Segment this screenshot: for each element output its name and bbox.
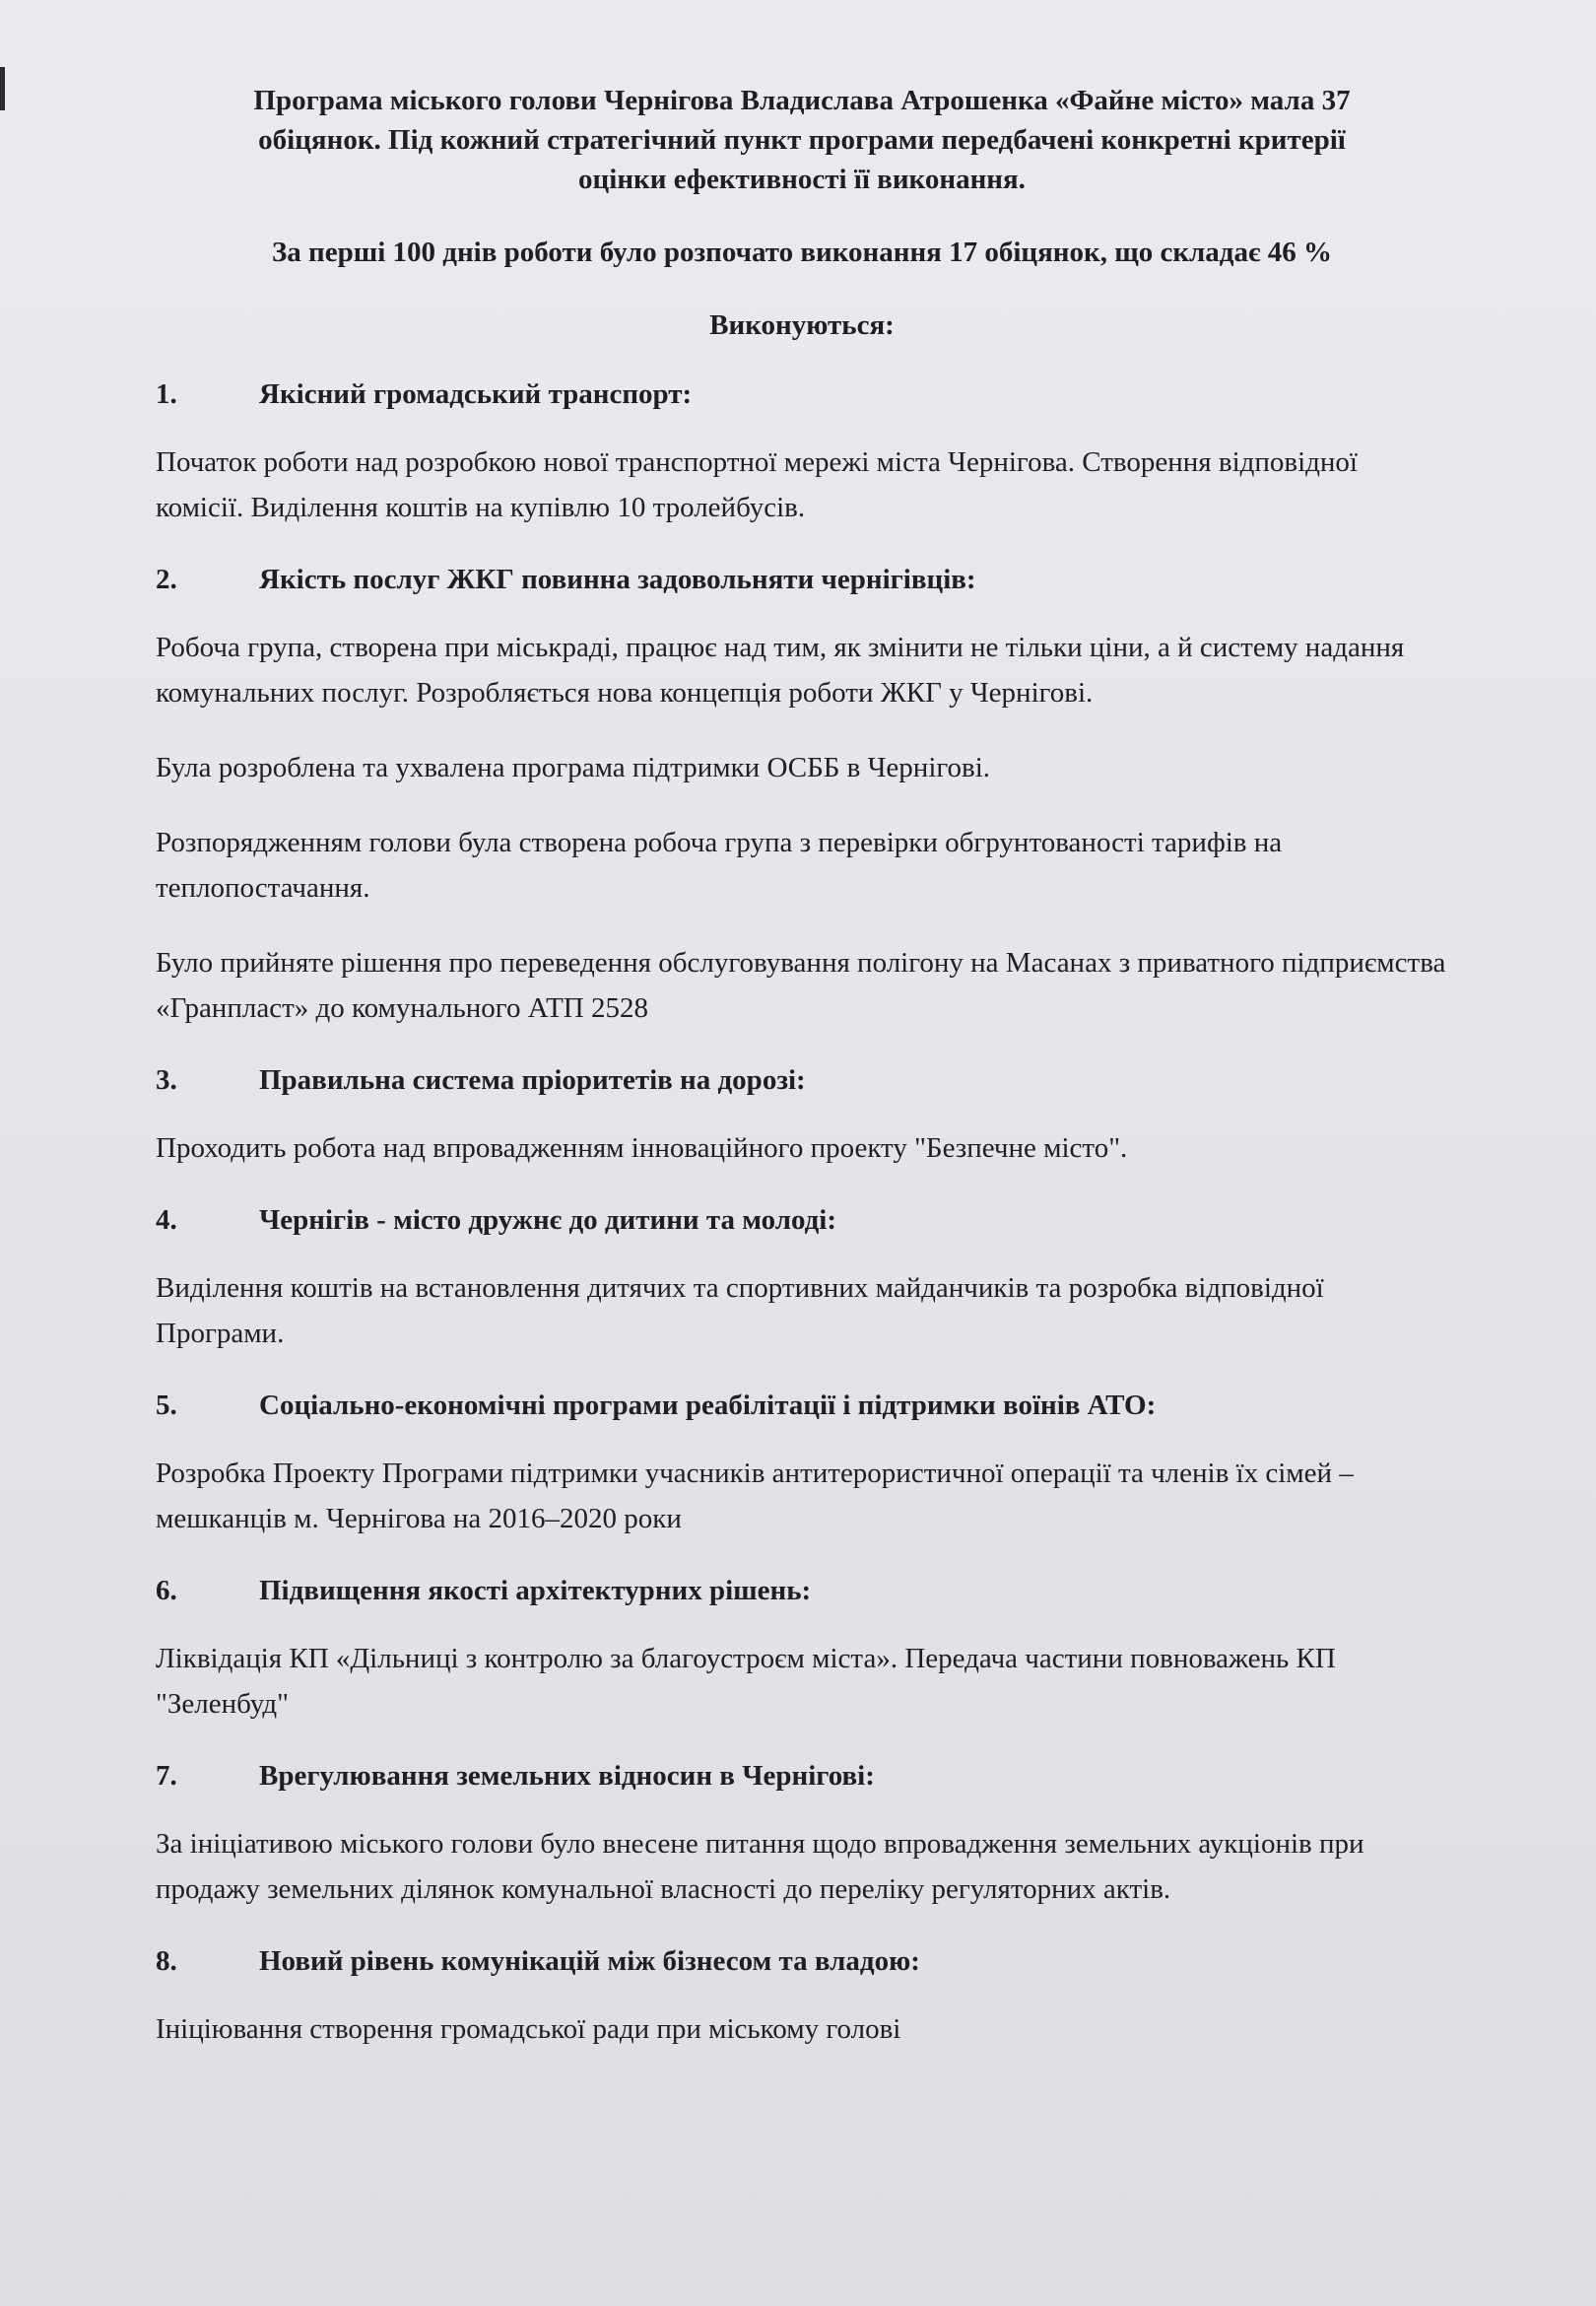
section-paragraph: Розпорядженням голови була створена робоча група з перевірки обгрунтованості тарифів на теплопостачання. — [156, 827, 1283, 904]
summary-line: За перші 100 днів роботи було розпочато виконання 17 обіцянок, що складає 46 % — [271, 237, 1333, 268]
section-number: 1. — [156, 378, 177, 410]
section-number: 2. — [156, 564, 177, 595]
section-3 — [156, 1060, 1448, 1171]
section-paragraph: Проходить робота над впровадженням інноваційного проекту "Безпечне місто". — [156, 1132, 1128, 1164]
section-2 — [156, 560, 1448, 1031]
section-title — [156, 1571, 1448, 1610]
header-line-3: оцінки ефективності її виконання. — [578, 164, 1026, 195]
section-title-text: Правильна система пріоритетів на дорозі: — [259, 1064, 806, 1096]
section-1 — [156, 374, 1448, 530]
section-title — [156, 374, 1448, 414]
section-paragraph: Ліквідація КП «Дільниці з контролю за благоустроєм міста». Передача частини повноважень КП "Зеленбуд" — [156, 1643, 1336, 1720]
section-number: 6. — [156, 1575, 177, 1606]
section-title-text: Врегулювання земельних відносин в Чернігові: — [259, 1760, 875, 1792]
sections-list — [156, 374, 1448, 2052]
section-paragraph: Робоча група, створена при міськраді, працює над тим, як змінити не тільки ціни, а й систему надання комунальних послуг. Розробляється нова концепція роботи ЖКГ у Чернігові. — [156, 632, 1405, 709]
section-paragraph: Була розроблена та ухвалена програма підтримки ОСББ в Чернігові. — [156, 752, 991, 783]
section-7 — [156, 1756, 1448, 1912]
document-header — [156, 81, 1448, 199]
section-4 — [156, 1200, 1448, 1356]
section-title — [156, 560, 1448, 599]
section-title-text: Якість послуг ЖКГ повинна задовольняти чернігівців: — [259, 564, 976, 595]
section-paragraph: Було прийняте рішення про переведення обслуговування полігону на Масанах з приватного підприємства «Гранпласт» до комунального АТП 2528 — [156, 947, 1446, 1024]
section-paragraph: Виділення коштів на встановлення дитячих та спортивних майданчиків та розробка відповідної Програми. — [156, 1272, 1324, 1349]
section-title-text: Новий рівень комунікацій між бізнесом та владою: — [259, 1945, 920, 1977]
section-number: 3. — [156, 1064, 177, 1096]
section-paragraph: За ініціативою міського голови було внесене питання щодо впровадження земельних аукціонів при продажу земельних ділянок комунальної власності до переліку регуляторних актів. — [156, 1828, 1364, 1905]
section-paragraph: Розробка Проекту Програми підтримки учасників антитерористичної операції та членів їх сімей – мешканців м. Чернігова на 2016–2020 роки — [156, 1458, 1354, 1534]
section-number: 4. — [156, 1204, 177, 1236]
section-title — [156, 1756, 1448, 1796]
section-title-text: Якісний громадський транспорт: — [259, 378, 693, 410]
section-title — [156, 1386, 1448, 1425]
binder-mark — [0, 67, 5, 110]
section-6 — [156, 1571, 1448, 1727]
status-heading: Виконуються: — [709, 309, 895, 341]
section-paragraph: Ініціювання створення громадської ради при міському голові — [156, 2013, 901, 2045]
section-number: 5. — [156, 1390, 177, 1421]
section-8 — [156, 1941, 1448, 2052]
section-title — [156, 1200, 1448, 1240]
header-line-2: обіцянок. Під кожний стратегічний пункт програми передбачені конкретні критерії — [258, 124, 1346, 156]
section-number: 8. — [156, 1945, 177, 1977]
section-title-text: Підвищення якості архітектурних рішень: — [259, 1575, 812, 1606]
header-line-1: Програма міського голови Чернігова Владислава Атрошенка «Файне місто» мала 37 — [253, 85, 1351, 116]
section-title — [156, 1060, 1448, 1100]
section-title-text: Чернігів - місто дружнє до дитини та молоді: — [259, 1204, 837, 1236]
section-paragraph: Початок роботи над розробкою нової транспортної мережі міста Чернігова. Створення відповідної комісії. Виділення коштів на купівлю 10 тролейбусів. — [156, 446, 1358, 523]
section-title-text: Соціально-економічні програми реабілітації і підтримки воїнів АТО: — [259, 1390, 1157, 1421]
section-number: 7. — [156, 1760, 177, 1792]
section-5 — [156, 1386, 1448, 1541]
section-title — [156, 1941, 1448, 1981]
